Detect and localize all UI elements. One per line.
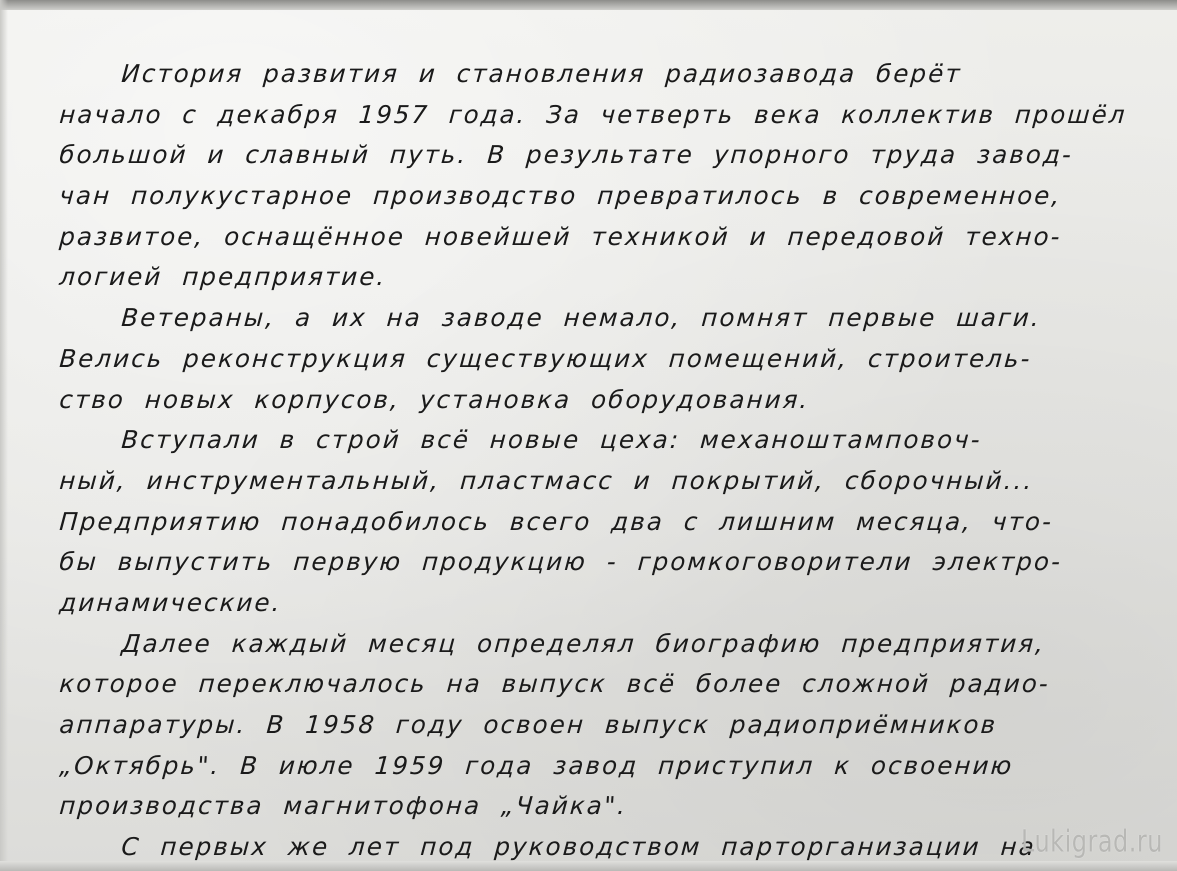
text-line-13: бы выпустить первую продукцию - громкоговорители электро-	[58, 547, 1064, 577]
text-line-2: начало с декабря 1957 года. За четверть века коллектив прошёл	[58, 99, 1128, 129]
text-line-18: „Октябрь". В июле 1959 года завод приступил к освоению	[58, 750, 1015, 780]
text-line-12: Предприятию понадобилось всего два с лишним месяца, что-	[58, 506, 1055, 536]
watermark-text: Lukigrad.ru	[1021, 824, 1163, 859]
text-line-16: которое переключалось на выпуск всё более сложной радио-	[58, 669, 1051, 699]
text-line-11: ный, инструментальный, пластмасс и покрытий, сборочный...	[58, 465, 1035, 495]
text-line-9: ство новых корпусов, установка оборудования.	[58, 384, 811, 414]
text-line-19: производства магнитофона „Чайка".	[58, 791, 629, 821]
text-line-14: динамические.	[58, 587, 283, 617]
page-edge-shadow	[0, 0, 8, 871]
text-line-1: История развития и становления радиозавода берёт	[120, 59, 963, 88]
handwritten-text-block	[58, 54, 1128, 868]
text-line-7: Ветераны, а их на заводе немало, помнят первые шаги.	[120, 303, 1042, 333]
text-line-15: Далее каждый месяц определял биографию предприятия,	[120, 628, 1047, 658]
text-line-8: Велись реконструкция существующих помещений, строитель-	[58, 343, 1033, 373]
text-line-20: С первых же лет под руководством парторганизации на	[120, 832, 1037, 862]
text-line-5: развитое, оснащённое новейшей техникой и передовой техно-	[58, 221, 1063, 251]
text-line-10: Вступали в строй всё новые цеха: механоштамповоч-	[120, 425, 983, 455]
text-line-3: большой и славный путь. В результате упорного труда завод-	[58, 140, 1075, 170]
text-line-17: аппаратуры. В 1958 году освоен выпуск радиоприёмников	[58, 710, 999, 739]
text-line-4: чан полукустарное производство превратилось в современное,	[58, 181, 1063, 211]
text-line-6: логией предприятие.	[58, 262, 388, 292]
